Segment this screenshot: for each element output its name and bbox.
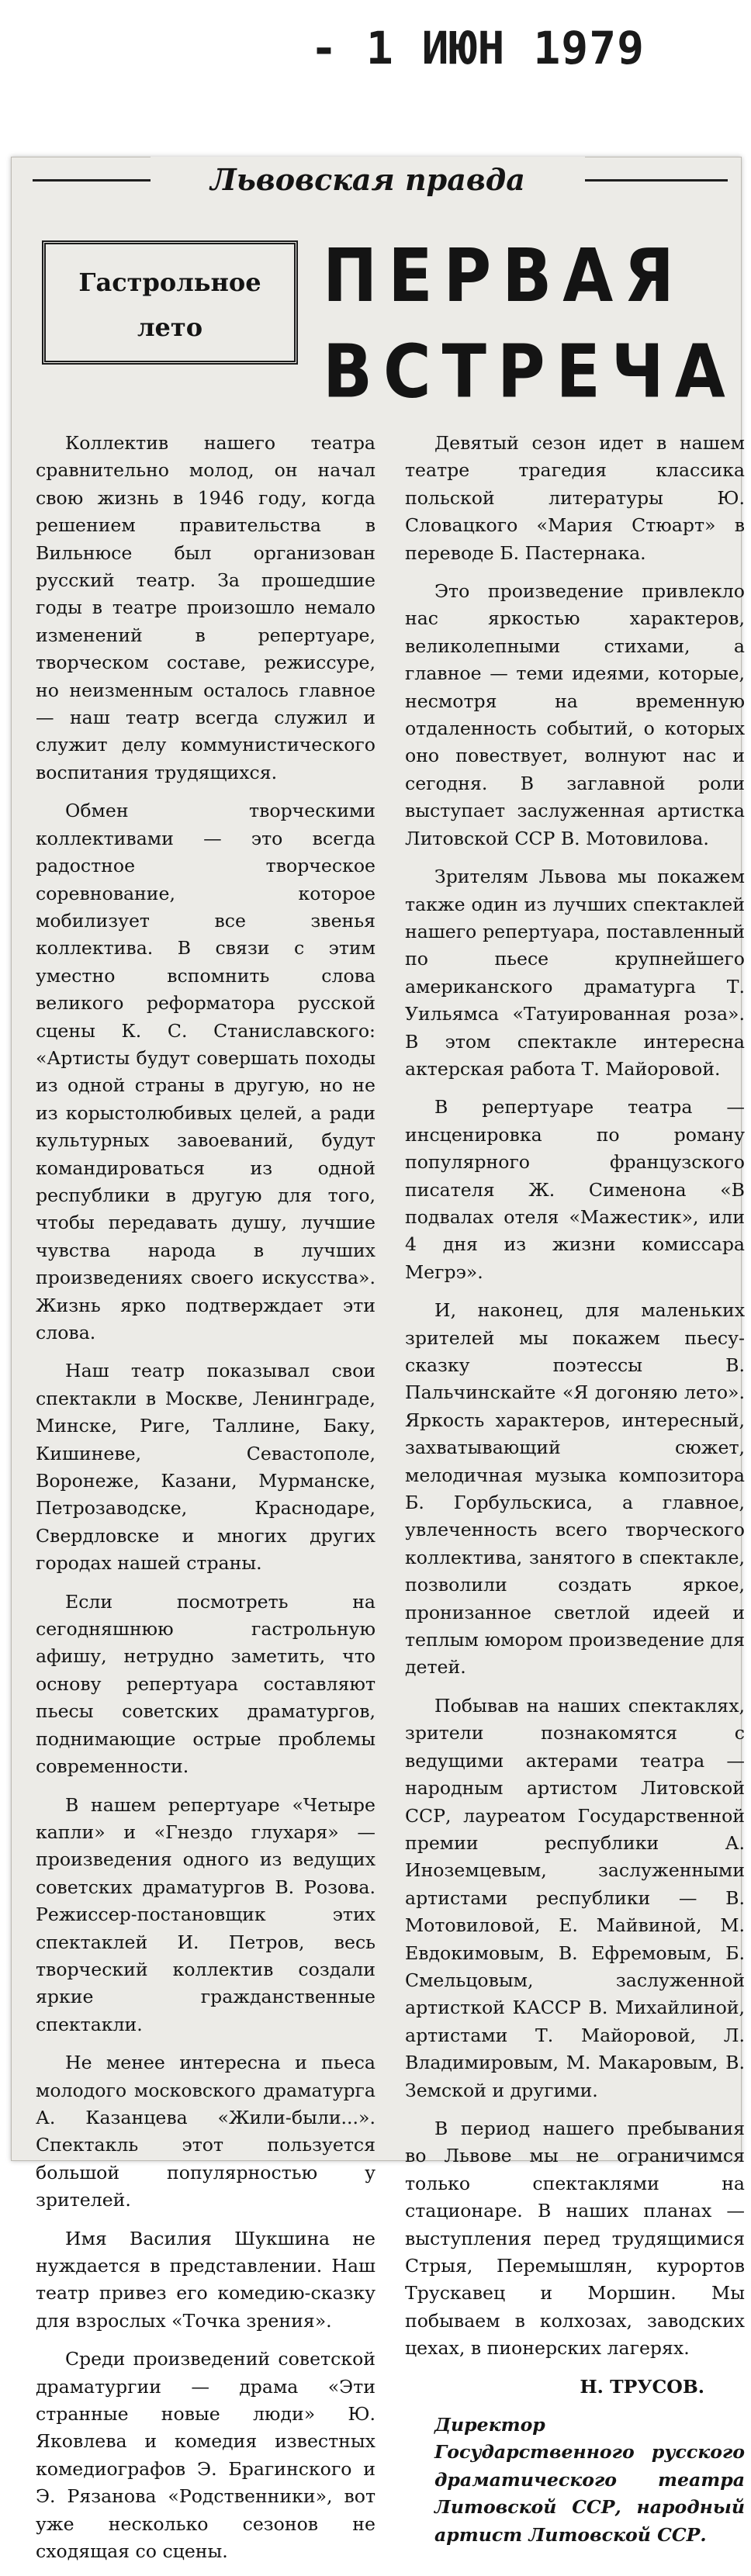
clipping-content [11,157,745,2563]
paragraph: В репертуаре театра — инсценировка по роману популярного французского писателя Ж. Сименона «В подвалах отеля «Мажестик», или 4 дня из жизни комиссара Мегрэ». [405,1096,745,1283]
author-title: Директор Государственного русского драматического театра Литовской ССР, народный артист Литовской ССР. [434,2414,745,2546]
newspaper-name: Львовская правда [151,157,585,203]
paragraph: В нашем репертуаре «Четыре капли» и «Гнездо глухаря» — произведения одного из ведущих советских драматургов В. Розова. Режиссер-постановщик этих спектаклей И. Петров, весь творческий коллектив создали яркие гражданственные спектакли. [36,1793,376,2035]
paragraph: Среди произведений советской драматургии — драма «Эти странные новые люди» Ю. Яковлева и комедия известных комедиографов Э. Брагинского и Э. Рязанова «Родственники», вот уже несколько сезонов не сходящая со сцены. [36,2348,376,2563]
paragraph: Имя Василия Шукшина не нуждается в представлении. Наш театр привез его комедию-сказку для взрослых «Точка зрения». [36,2227,376,2332]
paragraph: Коллектив нашего театра сравнительно молод, он начал свою жизнь в 1946 году, когда решением правительства в Вильнюсе был организован русский театр. За прошедшие годы в театре произошло немало изменений в репертуаре, творческом составе, режиссуре, но неизменным осталось главное — наш театр всегда служил и служит делу коммунистического воспитания трудящихся. [36,432,376,783]
paragraph: И, наконец, для маленьких зрителей мы покажем пьесу-сказку поэтессы В. Пальчинскайте «Я догоняю лето». Яркость характеров, интересный, захватывающий сюжет, мелодичная музыка композитора Б. Горбульскиса, а главное, увлеченность всего творческого коллектива, занятого в спектакле, позволили создать яркое, пронизанное светлой идеей и теплым юмором произведение для детей. [405,1299,745,1679]
paragraph: Побывав на наших спектаклях, зрители познакомятся с ведущими актерами театра — народным артистом Литовской ССР, лауреатом Государственной премии республики А. Иноземцевым, заслуженными артистами республики — В. Мотовиловой, Е. Майвиной, М. Евдокимовым, В. Ефремовым, Б. Смельцовым, заслуженной артисткой КАССР В. Михайлиной, артистами Т. Майоровой, Л. Владимировым, М. Макаровым, В. Земской и другими. [405,1694,745,2101]
left-column [36,430,376,2576]
paragraph: Обмен творческими коллективами — это всегда радостное творческое соревнование, которое мобилизует все звенья коллектива. В связи с этим уместно вспомнить слова великого реформатора русской сцены К. С. Станиславского: «Артисты будут совершать походы из одной страны в другую, но не из корыстолюбивых целей, а ради культурных завоеваний, будут командироваться из одной республики в другую для того, чтобы передавать душу, лучшие чувства народа в лучших произведениях своего искусства». Жизнь ярко подтверждает эти слова. [36,800,376,1343]
paragraph: Не менее интересна и пьеса молодого московского драматурга А. Казанцева «Жили-были...». Спектакль этот пользуется большой популярностью у зрителей. [36,2052,376,2211]
headline-line-2: ВСТРЕЧА [323,328,736,414]
rubric-line-1: Гастрольное [78,268,261,297]
paragraph: Наш театр показывал свои спектакли в Москве, Ленинграде, Минске, Риге, Таллине, Баку, Кишиневе, Севастополе, Воронеже, Казани, Мурманске, Петрозаводске, Краснодаре, Свердловске и многих других городах нашей страны. [36,1360,376,1575]
right-column [405,430,745,2560]
paragraph: Зрителям Львова мы покажем также один из лучших спектаклей нашего репертуара, поставленный по пьесе крупнейшего американского драматурга Т. Уильямса «Татуированная роза». В этом спектакле интересна актерская работа Т. Майоровой. [405,866,745,1080]
rubric-line-2: лето [137,313,203,342]
paragraph: Если посмотреть на сегодняшнюю гастрольную афишу, нетрудно заметить, что основу репертуара составляют пьесы советских драматургов, поднимающие острые проблемы современности. [36,1590,376,1778]
paragraph: Девятый сезон идет в нашем театре трагедия классика польской литературы Ю. Словацкого «Мария Стюарт» в переводе Б. Пастернака. [405,432,745,564]
paragraph: Это произведение привлекло нас яркостью характеров, великолепными стихами, а главное — теми идеями, которые, несмотря на временную отдаленность событий, о которых оно повествует, волнуют нас и сегодня. В заглавной роли выступает заслуженная артистка Литовской ССР В. Мотовилова. [405,580,745,849]
headline [323,228,734,419]
date-stamp: - 1 ИЮН 1979 [310,22,645,74]
author-name: Н. ТРУСОВ. [580,2375,704,2398]
rubric-box [42,240,298,365]
headline-line-1: ПЕРВАЯ [323,233,685,319]
paragraph: В период нашего пребывания во Львове мы не ограничимся только спектаклями на стационаре. В наших планах — выступления перед трудящимися Стрыя, Перемышлян, курортов Трускавец и Моршин. Мы побываем в колхозах, заводских цехах, в пионерских лагерях. [405,2117,745,2360]
